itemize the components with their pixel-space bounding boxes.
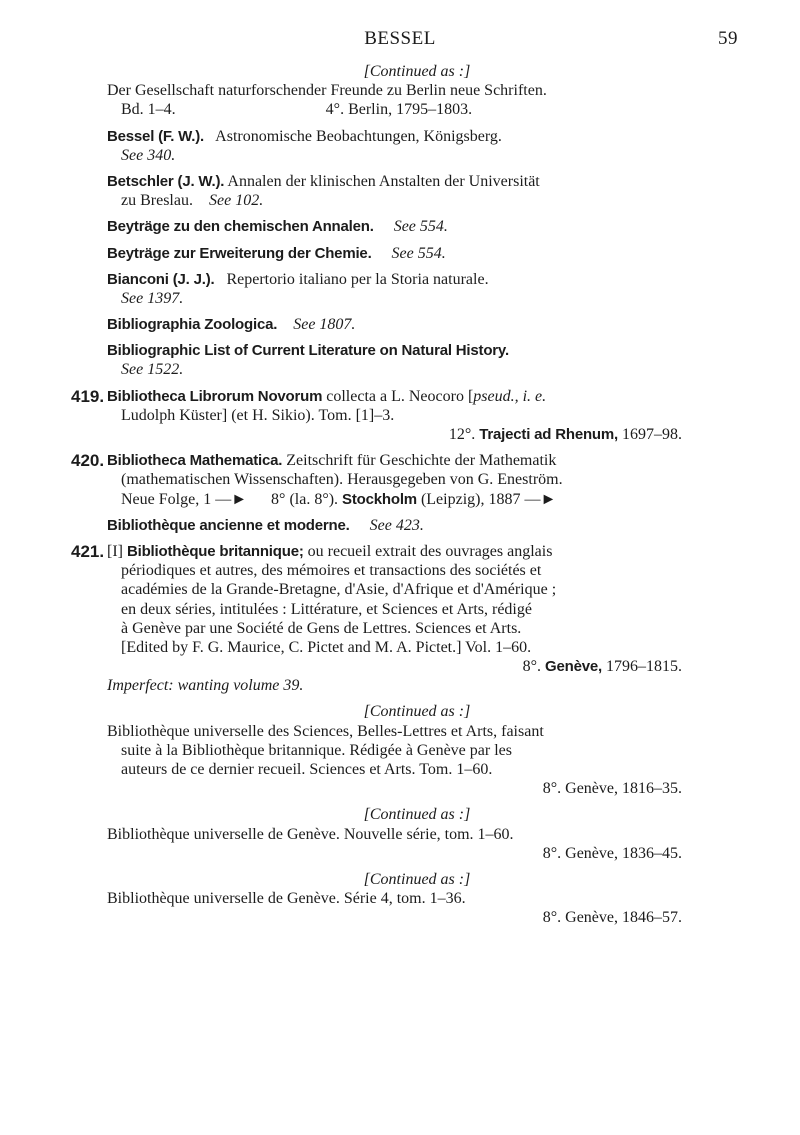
entry-text: ou recueil extrait des ouvrages anglais	[307, 542, 553, 560]
entry-heading: Bibliographia Zoologica.	[107, 316, 278, 334]
entry-bessel	[107, 127, 727, 165]
entry-text: Bibliothèque universelle des Sciences, Belles-Lettres et Arts, faisant	[107, 722, 544, 740]
entry-format: 8° (la. 8°).	[271, 490, 339, 508]
entry-beytraege-annalen	[107, 217, 727, 236]
entry-heading: Beyträge zu den chemischen Annalen.	[107, 218, 374, 236]
entry-text: suite à la Bibliothèque britannique. Rédigée à Genève par les	[121, 741, 512, 759]
entry-place: Genève,	[545, 658, 602, 676]
entry-volumes: Bd. 1–4.	[121, 101, 176, 119]
entry-419	[71, 386, 727, 445]
entry-text: (mathematischen Wissenschaften). Herausgegeben von G. Eneström.	[121, 471, 563, 489]
see-reference: See 1522.	[121, 361, 184, 379]
entry-dates: (Leipzig), 1887 —►	[420, 490, 557, 508]
entry-bibliotheque-ancienne	[107, 516, 727, 535]
page-content	[71, 62, 727, 928]
entry-text-italic: pseud., i. e.	[473, 387, 547, 405]
entry-imprint: 8°. Genève, 1836–45.	[542, 844, 682, 862]
entry-421	[71, 541, 727, 696]
entry-universelle-3	[107, 870, 727, 928]
entry-420	[71, 451, 727, 509]
continued-note: [Continued as :]	[363, 703, 471, 721]
entry-text: Repertorio italiano per la Storia naturale.	[226, 270, 489, 288]
entry-place: Trajecti ad Rhenum,	[479, 426, 618, 443]
page-number: 59	[718, 28, 738, 49]
entry-bibliographic-list	[107, 341, 727, 379]
entry-number: 420.	[71, 451, 105, 471]
continued-note: [Continued as :]	[363, 63, 471, 80]
see-reference: See 1807.	[293, 316, 356, 334]
entry-text: Zeitschrift für Geschichte der Mathematik	[286, 452, 557, 470]
entry-heading: Bessel (F. W.).	[107, 127, 205, 145]
entry-gesellschaft	[107, 62, 727, 120]
entry-text: Der Gesellschaft naturforschender Freunde zu Berlin neue Schriften.	[107, 82, 547, 100]
entry-imprint: 4°. Berlin, 1795–1803.	[325, 101, 473, 119]
entry-text: Astronomische Beobachtungen, Königsberg.	[215, 127, 502, 145]
entry-text: Bibliothèque universelle de Genève. Nouvelle série, tom. 1–60.	[107, 825, 514, 843]
imperfect-note: Imperfect: wanting volume 39.	[107, 677, 304, 695]
see-reference: See 340.	[121, 146, 176, 164]
continued-note: [Continued as :]	[363, 806, 471, 824]
entry-bibliographia-zoologica	[107, 315, 727, 334]
entry-heading: Bibliothèque ancienne et moderne.	[107, 516, 350, 534]
entry-text: Bibliothèque universelle de Genève. Série 4, tom. 1–36.	[107, 890, 466, 908]
entry-heading: Bibliotheca Mathematica.	[107, 452, 283, 470]
entry-text: Annalen der klinischen Anstalten der Universität	[227, 172, 540, 190]
entry-volumes: Neue Folge, 1 —►	[121, 490, 248, 508]
continued-note: [Continued as :]	[363, 870, 471, 888]
entry-format: 8°.	[522, 658, 542, 676]
entry-number: 421.	[71, 541, 105, 561]
entry-bianconi	[107, 270, 727, 308]
entry-imprint: 8°. Genève, 1816–35.	[542, 780, 682, 798]
entry-universelle-1	[107, 702, 727, 798]
entry-text: en deux séries, intitulées : Littérature, et Sciences et Arts, rédigé	[121, 600, 532, 618]
entry-heading: Bibliographic List of Current Literature on Natural History.	[107, 342, 509, 360]
entry-text: zu Breslau.	[121, 192, 193, 210]
running-head-title: BESSEL	[364, 28, 436, 49]
entry-dates: 1796–1815.	[606, 658, 682, 676]
entry-text: auteurs de ce dernier recueil. Sciences et Arts. Tom. 1–60.	[121, 761, 493, 778]
entry-imprint: 8°. Genève, 1846–57.	[542, 909, 682, 927]
entry-universelle-2	[107, 805, 727, 863]
entry-bracket: [I]	[107, 542, 123, 560]
entry-dates: 1697–98.	[622, 426, 682, 443]
entry-place: Stockholm	[342, 490, 417, 508]
entry-text: périodiques et autres, des mémoires et transactions des sociétés et	[121, 562, 542, 580]
see-reference: See 102.	[208, 192, 264, 210]
entry-text: à Genève par une Société de Gens de Lettres. Sciences et Arts.	[121, 619, 522, 637]
entry-text: collecta a L. Neocoro [	[326, 387, 474, 405]
entry-heading: Bibliothèque britannique;	[126, 542, 304, 560]
entry-beytraege-chemie	[107, 244, 727, 263]
see-reference: See 1397.	[121, 289, 184, 307]
entry-text: académies de la Grande-Bretagne, d'Asie, d'Afrique et d'Amérique ;	[121, 581, 557, 599]
see-reference: See 554.	[393, 218, 448, 236]
entry-heading: Bibliotheca Librorum Novorum	[107, 387, 323, 405]
entry-heading: Beyträge zur Erweiterung der Chemie.	[107, 244, 372, 262]
entry-heading: Bianconi (J. J.).	[107, 270, 215, 288]
entry-betschler	[107, 172, 727, 210]
entry-heading: Betschler (J. W.).	[107, 172, 225, 190]
entry-format: 12°.	[448, 426, 476, 443]
entry-number: 419.	[71, 386, 105, 406]
entry-text: [Edited by F. G. Maurice, C. Pictet and M. A. Pictet.] Vol. 1–60.	[121, 638, 532, 656]
see-reference: See 423.	[369, 516, 424, 534]
see-reference: See 554.	[391, 244, 446, 262]
entry-text: Ludolph Küster] (et H. Sikio). Tom. [1]–3.	[121, 406, 395, 424]
